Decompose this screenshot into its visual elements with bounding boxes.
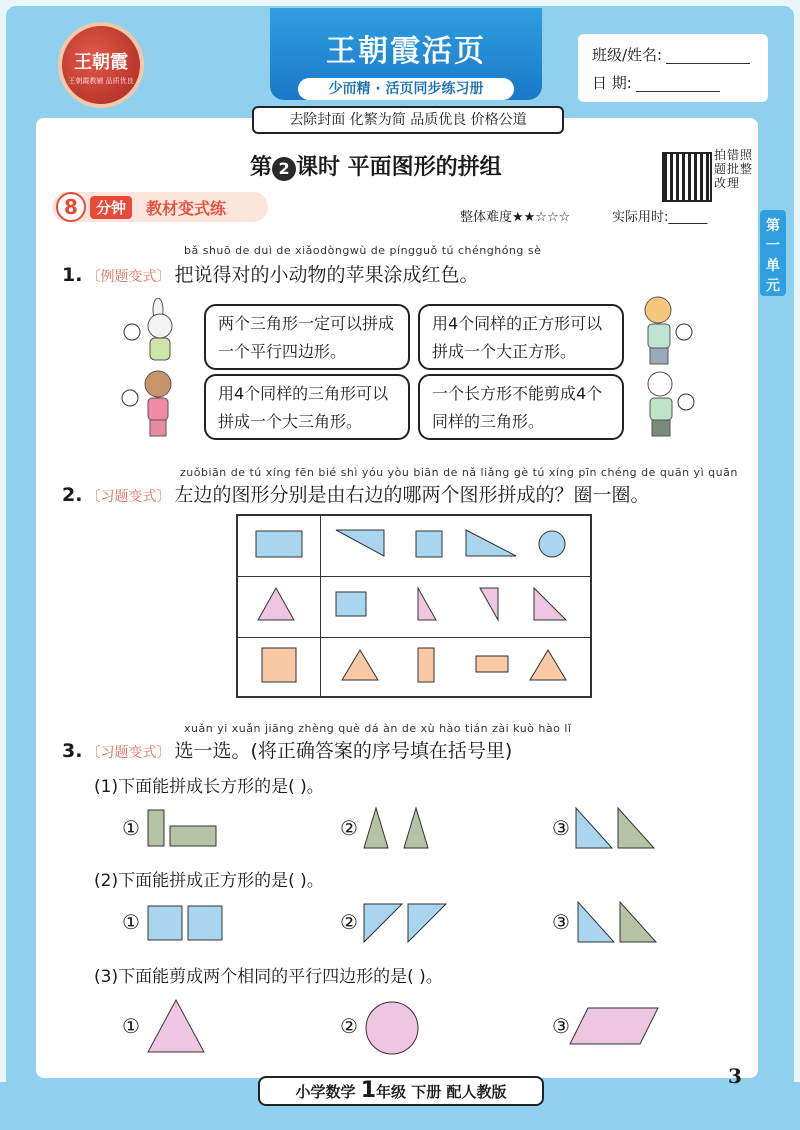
q3-1-option-1[interactable]: ① (122, 816, 140, 840)
blue-triangle-shape (466, 530, 516, 556)
q3-1-option-3[interactable]: ③ (552, 816, 570, 840)
blue-triangle-shape (364, 904, 402, 942)
qr-code-icon[interactable] (662, 152, 712, 202)
pink-triangle-shape (148, 1000, 204, 1052)
brand-subtitle: 少而精 · 活页同步练习册 (298, 78, 514, 100)
q3-text: 选一选。(将正确答案的序号填在括号里) (174, 740, 513, 762)
unit-side-tab: 第一单元 (760, 210, 786, 296)
class-name-label: 班级/姓名: (592, 46, 663, 64)
pink-circle-shape (366, 1002, 418, 1054)
q1-pinyin: bǎ shuō de duì de xiǎodòngwù de píngguǒ tú chénghóng sè (184, 244, 542, 257)
q3-2-option-1[interactable]: ① (122, 910, 140, 934)
q3-3-option-1[interactable]: ① (122, 1014, 140, 1038)
class-name-field[interactable] (666, 47, 750, 64)
q3-sub3: (3)下面能剪成两个相同的平行四边形的是( )。 (94, 967, 443, 987)
green-rectangle-shape (148, 810, 164, 846)
q3-3-shapes (146, 996, 666, 1058)
orange-triangle-shape (530, 650, 566, 680)
q3-2-option-2[interactable]: ② (340, 910, 358, 934)
q3-1-option-2[interactable]: ② (340, 816, 358, 840)
pink-triangle-shape (418, 588, 436, 620)
blue-triangle-shape (576, 808, 612, 848)
q3-line (62, 736, 512, 763)
apple-icon (678, 394, 694, 410)
date-label: 日 期: (592, 74, 632, 92)
speech-bubble-3: 用4个同样的三角形可以拼成一个大三角形。 (204, 374, 410, 440)
brand-title: 王朝霞活页 (326, 34, 486, 69)
section-tag (52, 192, 268, 222)
lesson-number: 2 (272, 157, 296, 181)
date-field[interactable] (636, 75, 720, 92)
lesson-title (250, 150, 502, 181)
green-triangle-shape (364, 808, 388, 848)
orange-rectangle-shape (476, 656, 508, 672)
q3-3-option-3[interactable]: ③ (552, 1014, 570, 1038)
minutes-number: 8 (56, 192, 86, 222)
blue-rectangle-shape (256, 531, 302, 557)
brand-banner (270, 8, 542, 100)
q3-sub1: (1)下面能拼成长方形的是( )。 (94, 777, 324, 797)
q3-pinyin: xuǎn yi xuǎn jiāng zhèng què dá àn de xù hào tián zài kuò hào lǐ (184, 722, 572, 735)
qr-caption: 拍错照题批整改理 (714, 148, 754, 190)
footer-label (258, 1076, 544, 1106)
q2-number: 2. (62, 484, 83, 506)
section-label: 教材变式练 (146, 199, 227, 218)
blue-triangle-shape (408, 904, 446, 942)
q1-text: 把说得对的小动物的苹果涂成红色。 (174, 264, 479, 286)
q2-tag: 〔习题变式〕 (86, 489, 171, 505)
q1-tag: 〔例题变式〕 (86, 269, 171, 285)
q3-sub2: (2)下面能拼成正方形的是( )。 (94, 871, 324, 891)
apple-icon (122, 390, 138, 406)
orange-triangle-shape (342, 650, 378, 680)
difficulty-rating: 整体难度★★☆☆☆ (460, 210, 571, 225)
student-info-box (578, 34, 768, 102)
blue-square-shape (416, 531, 442, 557)
footer-grade-number: 1 (360, 1078, 377, 1103)
orange-rectangle-shape (418, 648, 434, 682)
pink-triangle-shape (534, 588, 566, 620)
pink-triangle-shape (258, 588, 294, 620)
dog-illustration (634, 370, 698, 440)
tiger-illustration (630, 296, 694, 368)
logo-subtext: 王朝霞教辅 品质优良 (68, 77, 134, 85)
q3-2-option-3[interactable]: ③ (552, 910, 570, 934)
slogan: 去除封面 化繁为简 品质优良 价格公道 (252, 106, 564, 134)
publisher-logo (58, 22, 144, 108)
q1-number: 1. (62, 264, 83, 286)
q3-tag: 〔习题变式〕 (86, 745, 171, 761)
q2-pinyin: zuǒbiān de tú xíng fēn bié shì yóu yòu biān de nǎ liǎng gè tú xíng pīn chéng de quān yì quān (180, 466, 738, 479)
blue-square-shape (148, 906, 182, 940)
monkey-illustration (120, 368, 184, 440)
footer-subject: 小学数学 (295, 1083, 356, 1101)
blue-square-shape (188, 906, 222, 940)
green-rectangle-shape (170, 826, 216, 846)
apple-icon (124, 324, 140, 340)
q2-line (62, 480, 649, 507)
speech-bubble-2: 用4个同样的正方形可以拼成一个大正方形。 (418, 304, 624, 370)
logo-text: 王朝霞 (74, 52, 128, 73)
speech-bubble-4: 一个长方形不能剪成4个同样的三角形。 (418, 374, 624, 440)
green-triangle-shape (620, 902, 656, 942)
q3-2-shapes (146, 900, 666, 946)
actual-time: 实际用时:______ (612, 210, 708, 225)
shape-table-shapes (236, 514, 592, 698)
pink-parallelogram-shape (570, 1008, 658, 1044)
q3-3-option-2[interactable]: ② (340, 1014, 358, 1038)
date-row (592, 72, 720, 94)
blue-triangle-shape (578, 902, 614, 942)
orange-square-shape (262, 648, 296, 682)
page-number: 3 (728, 1064, 742, 1088)
lesson-name: 课时 平面图形的拼组 (296, 155, 502, 180)
speech-bubble-1: 两个三角形一定可以拼成一个平行四边形。 (204, 304, 410, 370)
q3-1-shapes (146, 806, 666, 852)
rabbit-illustration (122, 298, 186, 368)
pink-triangle-shape (480, 588, 498, 620)
minutes-label: 分钟 (90, 196, 132, 219)
blue-triangle-shape (336, 530, 384, 556)
lesson-prefix: 第 (250, 155, 273, 180)
blue-circle-shape (539, 531, 565, 557)
q1-line (62, 260, 478, 287)
green-triangle-shape (404, 808, 428, 848)
blue-rectangle-shape (336, 592, 366, 616)
q2-text: 左边的图形分别是由右边的哪两个图形拼成的？圈一圈。 (174, 484, 650, 506)
footer-grade: 年级 下册 配人教版 (376, 1083, 507, 1101)
green-triangle-shape (618, 808, 654, 848)
apple-icon (676, 324, 692, 340)
class-name-row (592, 44, 750, 66)
q3-number: 3. (62, 740, 83, 762)
